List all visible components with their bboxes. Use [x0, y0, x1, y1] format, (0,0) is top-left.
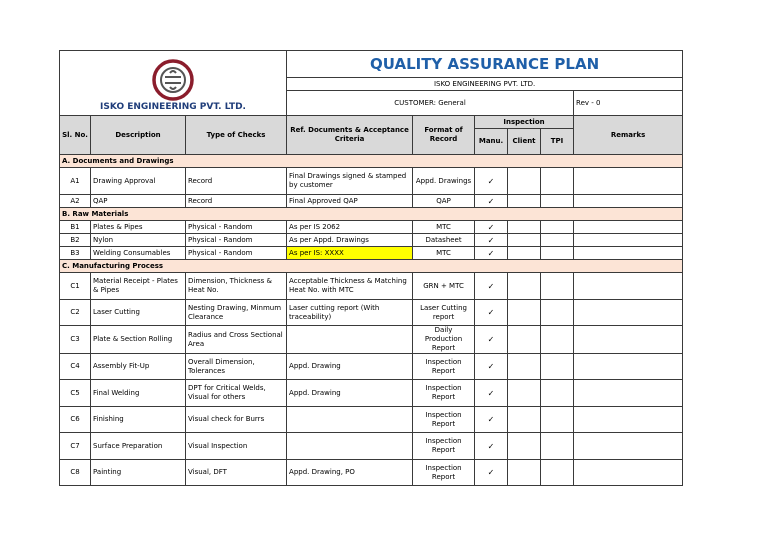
page-title: QUALITY ASSURANCE PLAN [287, 51, 683, 78]
cell-ref: Appd. Drawing [287, 354, 413, 380]
cell-description: Final Welding [91, 380, 186, 407]
cell-type: Visual check for Burrs [186, 407, 287, 433]
cell-format: QAP [413, 195, 475, 208]
cell-format: Daily Production Report [413, 326, 475, 354]
cell-manu: ✓ [475, 326, 508, 354]
cell-ref: Final Approved QAP [287, 195, 413, 208]
cell-tpi [541, 300, 574, 326]
cell-client [508, 300, 541, 326]
cell-manu: ✓ [475, 354, 508, 380]
cell-manu: ✓ [475, 300, 508, 326]
cell-tpi [541, 273, 574, 300]
cell-sl: C6 [60, 407, 91, 433]
cell-remarks [574, 407, 683, 433]
cell-manu: ✓ [475, 460, 508, 486]
table-row [60, 380, 683, 407]
table-row [60, 195, 683, 208]
cell-type: Visual, DFT [186, 460, 287, 486]
cell-client [508, 273, 541, 300]
cell-tpi [541, 380, 574, 407]
table-row [60, 354, 683, 380]
cell-remarks [574, 234, 683, 247]
revision-label: Rev - 0 [574, 91, 683, 116]
section-header: B. Raw Materials [60, 208, 683, 221]
cell-remarks [574, 247, 683, 260]
cell-tpi [541, 221, 574, 234]
col-sl-no: Sl. No. [60, 116, 91, 155]
col-tpi: TPI [541, 129, 574, 155]
cell-format: Inspection Report [413, 407, 475, 433]
cell-sl: C1 [60, 273, 91, 300]
cell-ref: As per Appd. Drawings [287, 234, 413, 247]
cell-description: Finishing [91, 407, 186, 433]
cell-format: MTC [413, 221, 475, 234]
cell-type: Physical - Random [186, 247, 287, 260]
cell-ref [287, 326, 413, 354]
cell-manu: ✓ [475, 433, 508, 460]
cell-format: Inspection Report [413, 380, 475, 407]
cell-manu: ✓ [475, 407, 508, 433]
company-subtitle: ISKO ENGINEERING PVT. LTD. [287, 78, 683, 91]
cell-client [508, 407, 541, 433]
cell-format: MTC [413, 247, 475, 260]
qap-sheet [59, 50, 682, 486]
cell-tpi [541, 354, 574, 380]
cell-ref: Appd. Drawing, PO [287, 460, 413, 486]
cell-client [508, 234, 541, 247]
col-inspection: Inspection [475, 116, 574, 129]
cell-sl: B3 [60, 247, 91, 260]
col-ref-documents: Ref. Documents & Acceptance Criteria [287, 116, 413, 155]
cell-sl: B1 [60, 221, 91, 234]
cell-description: Assembly Fit-Up [91, 354, 186, 380]
cell-type: Radius and Cross Sectional Area [186, 326, 287, 354]
cell-sl: A2 [60, 195, 91, 208]
cell-manu: ✓ [475, 221, 508, 234]
cell-description: Drawing Approval [91, 168, 186, 195]
cell-manu: ✓ [475, 234, 508, 247]
table-row [60, 460, 683, 486]
col-type-of-checks: Type of Checks [186, 116, 287, 155]
cell-sl: C5 [60, 380, 91, 407]
cell-description: Plates & Pipes [91, 221, 186, 234]
col-format-of-record: Format of Record [413, 116, 475, 155]
cell-description: Material Receipt - Plates & Pipes [91, 273, 186, 300]
cell-type: Dimension, Thickness & Heat No. [186, 273, 287, 300]
cell-remarks [574, 354, 683, 380]
section-header: A. Documents and Drawings [60, 155, 683, 168]
cell-manu: ✓ [475, 273, 508, 300]
company-name: ISKO ENGINEERING PVT. LTD. [100, 102, 246, 112]
cell-client [508, 380, 541, 407]
cell-manu: ✓ [475, 380, 508, 407]
cell-remarks [574, 168, 683, 195]
cell-sl: C2 [60, 300, 91, 326]
cell-remarks [574, 380, 683, 407]
cell-type: Record [186, 195, 287, 208]
cell-type: Overall Dimension, Tolerances [186, 354, 287, 380]
cell-manu: ✓ [475, 247, 508, 260]
table-row [60, 247, 683, 260]
table-row [60, 407, 683, 433]
cell-ref [287, 433, 413, 460]
cell-remarks [574, 300, 683, 326]
cell-sl: B2 [60, 234, 91, 247]
table-row [60, 234, 683, 247]
cell-tpi [541, 326, 574, 354]
cell-remarks [574, 433, 683, 460]
table-row [60, 300, 683, 326]
cell-format: Appd. Drawings [413, 168, 475, 195]
cell-type: Nesting Drawing, Minmum Clearance [186, 300, 287, 326]
cell-description: Painting [91, 460, 186, 486]
cell-client [508, 195, 541, 208]
cell-client [508, 168, 541, 195]
cell-sl: C8 [60, 460, 91, 486]
cell-sl: C3 [60, 326, 91, 354]
cell-ref: Appd. Drawing [287, 380, 413, 407]
cell-sl: C4 [60, 354, 91, 380]
cell-type: Physical - Random [186, 234, 287, 247]
qap-table [59, 50, 683, 486]
col-client: Client [508, 129, 541, 155]
cell-type: DPT for Critical Welds, Visual for others [186, 380, 287, 407]
cell-client [508, 247, 541, 260]
cell-type: Record [186, 168, 287, 195]
cell-tpi [541, 234, 574, 247]
cell-ref [287, 407, 413, 433]
col-description: Description [91, 116, 186, 155]
cell-description: Laser Cutting [91, 300, 186, 326]
customer-label: CUSTOMER: General [287, 91, 574, 116]
cell-client [508, 460, 541, 486]
cell-tpi [541, 168, 574, 195]
cell-remarks [574, 460, 683, 486]
cell-tpi [541, 195, 574, 208]
cell-description: Nylon [91, 234, 186, 247]
company-block [60, 51, 287, 116]
table-row [60, 221, 683, 234]
section-header: C. Manufacturing Process [60, 260, 683, 273]
cell-remarks [574, 326, 683, 354]
cell-tpi [541, 460, 574, 486]
cell-format: Datasheet [413, 234, 475, 247]
cell-ref: As per IS 2062 [287, 221, 413, 234]
cell-remarks [574, 195, 683, 208]
cell-sl: C7 [60, 433, 91, 460]
cell-client [508, 433, 541, 460]
cell-remarks [574, 273, 683, 300]
cell-type: Visual Inspection [186, 433, 287, 460]
table-row [60, 168, 683, 195]
cell-remarks [574, 221, 683, 234]
cell-format: Inspection Report [413, 433, 475, 460]
cell-sl: A1 [60, 168, 91, 195]
cell-description: Welding Consumables [91, 247, 186, 260]
cell-ref: Acceptable Thickness & Matching Heat No. with MTC [287, 273, 413, 300]
cell-tpi [541, 407, 574, 433]
table-row [60, 326, 683, 354]
cell-ref: Final Drawings signed & stamped by customer [287, 168, 413, 195]
cell-description: Surface Preparation [91, 433, 186, 460]
cell-type: Physical - Random [186, 221, 287, 234]
cell-manu: ✓ [475, 195, 508, 208]
company-logo-icon [152, 59, 194, 101]
cell-description: QAP [91, 195, 186, 208]
cell-description: Plate & Section Rolling [91, 326, 186, 354]
cell-manu: ✓ [475, 168, 508, 195]
table-row [60, 433, 683, 460]
cell-ref-highlighted: As per IS: XXXX [287, 247, 413, 260]
col-manu: Manu. [475, 129, 508, 155]
col-remarks: Remarks [574, 116, 683, 155]
cell-format: GRN + MTC [413, 273, 475, 300]
cell-client [508, 354, 541, 380]
cell-ref: Laser cutting report (With traceability) [287, 300, 413, 326]
cell-format: Laser Cutting report [413, 300, 475, 326]
cell-tpi [541, 247, 574, 260]
cell-format: Inspection Report [413, 460, 475, 486]
cell-format: Inspection Report [413, 354, 475, 380]
table-row [60, 273, 683, 300]
cell-client [508, 221, 541, 234]
cell-tpi [541, 433, 574, 460]
cell-client [508, 326, 541, 354]
